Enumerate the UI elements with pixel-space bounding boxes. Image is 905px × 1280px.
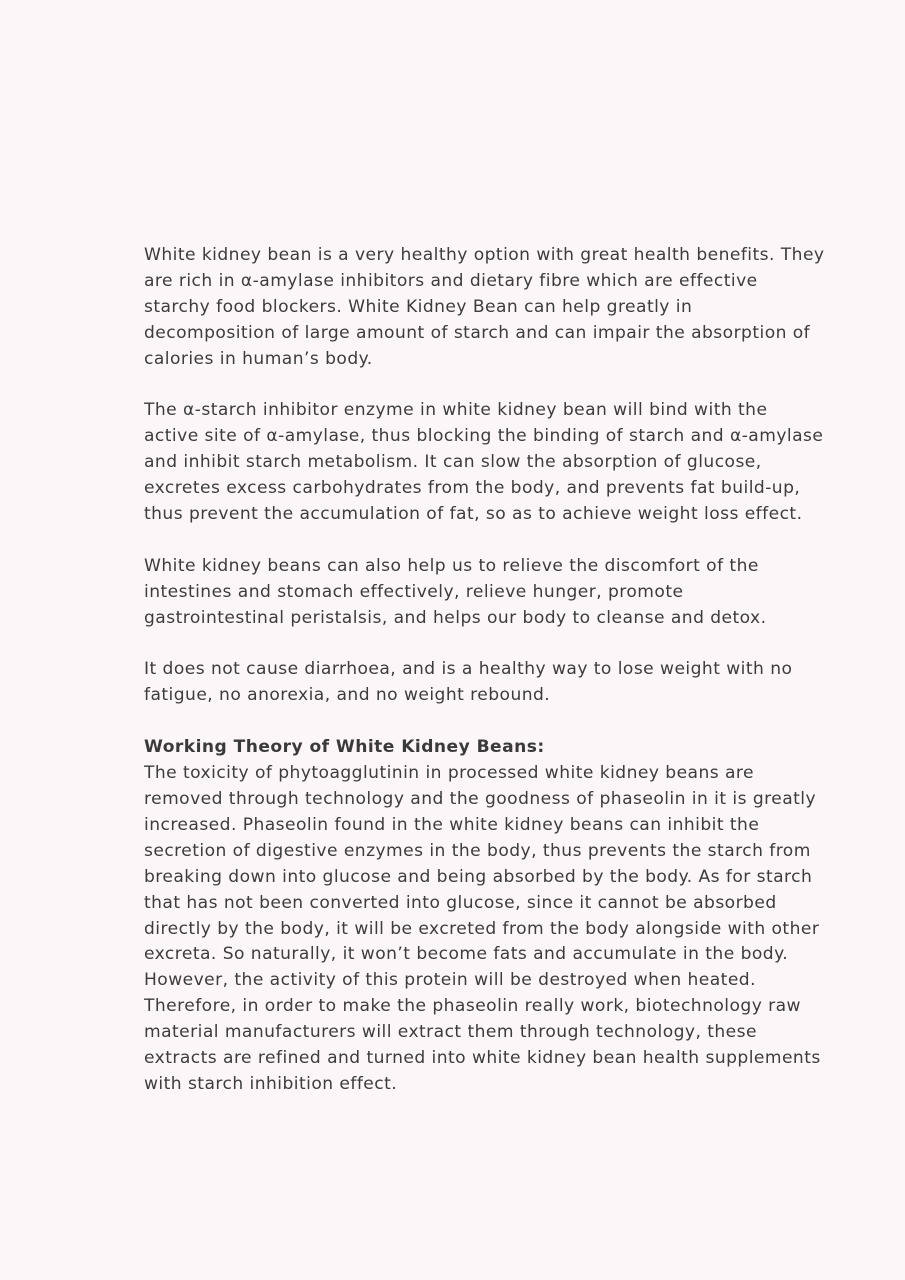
- text-line: calories in human’s body.: [144, 348, 373, 369]
- text-line: secretion of digestive enzymes in the body, thus prevents the starch from: [144, 840, 811, 861]
- text-line: The toxicity of phytoagglutinin in processed white kidney beans are: [144, 763, 754, 784]
- text-line: breaking down into glucose and being absorbed by the body. As for starch: [144, 866, 813, 887]
- text-line: excretes excess carbohydrates from the body, and prevents fat build-up,: [144, 478, 801, 499]
- text-line: that has not been converted into glucose, since it cannot be absorbed: [144, 892, 777, 913]
- text-line: fatigue, no anorexia, and no weight rebound.: [144, 685, 551, 706]
- section-working-theory: [144, 735, 824, 1098]
- text-line: increased. Phaseolin found in the white kidney beans can inhibit the: [144, 814, 760, 835]
- paragraph-enzyme: [144, 398, 824, 528]
- article-body: [144, 243, 824, 1124]
- text-line: gastrointestinal peristalsis, and helps our body to cleanse and detox.: [144, 607, 767, 628]
- text-line: White kidney beans can also help us to relieve the discomfort of the: [144, 555, 759, 576]
- text-line: extracts are refined and turned into white kidney bean health supplements: [144, 1048, 821, 1069]
- text-line: material manufacturers will extract them through technology, these: [144, 1022, 757, 1043]
- text-line: intestines and stomach effectively, relieve hunger, promote: [144, 581, 684, 602]
- text-line: excreta. So naturally, it won’t become fats and accumulate in the body.: [144, 944, 789, 965]
- text-line: It does not cause diarrhoea, and is a healthy way to lose weight with no: [144, 659, 793, 680]
- paragraph-intro: [144, 243, 824, 373]
- text-line: White kidney bean is a very healthy option with great health benefits. They: [144, 245, 825, 265]
- text-line: and inhibit starch metabolism. It can slow the absorption of glucose,: [144, 452, 762, 473]
- text-line: active site of α-amylase, thus blocking the binding of starch and α-amylase: [144, 426, 824, 447]
- paragraph-digestion: [144, 554, 824, 632]
- text-line: are rich in α-amylase inhibitors and dietary fibre which are effective: [144, 270, 758, 291]
- text-line: with starch inhibition effect.: [144, 1073, 398, 1094]
- text-line: starchy food blockers. White Kidney Bean can help greatly in: [144, 296, 693, 317]
- text-line: thus prevent the accumulation of fat, so as to achieve weight loss effect.: [144, 504, 803, 525]
- paragraph-safety: [144, 657, 824, 709]
- text-line: decomposition of large amount of starch and can impair the absorption of: [144, 322, 811, 343]
- text-line: Therefore, in order to make the phaseolin really work, biotechnology raw: [144, 996, 801, 1017]
- text-line: removed through technology and the goodness of phaseolin in it is greatly: [144, 788, 817, 809]
- text-line: However, the activity of this protein will be destroyed when heated.: [144, 970, 756, 991]
- text-line: The α-starch inhibitor enzyme in white kidney bean will bind with the: [144, 400, 768, 421]
- text-line: directly by the body, it will be excreted from the body alongside with other: [144, 918, 820, 939]
- section-heading: Working Theory of White Kidney Beans:: [144, 737, 545, 758]
